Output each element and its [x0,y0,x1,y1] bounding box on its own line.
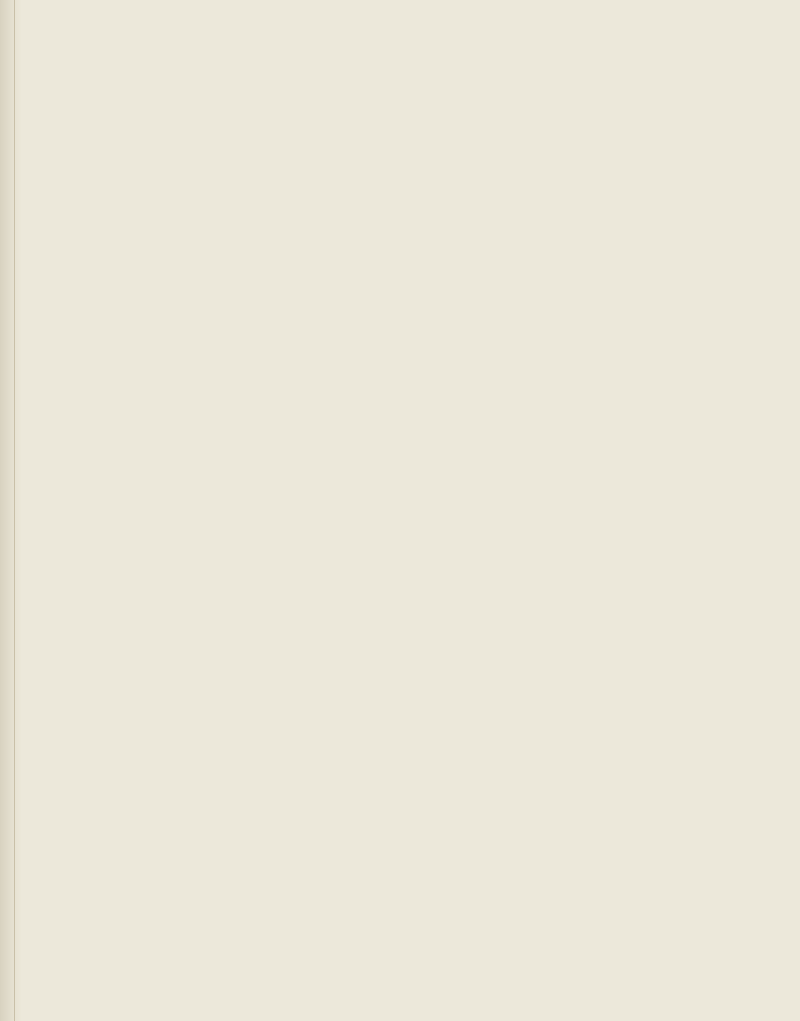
binding-edge [14,0,15,1021]
book-spine-shadow [0,0,22,1021]
page-text [148,76,708,89]
